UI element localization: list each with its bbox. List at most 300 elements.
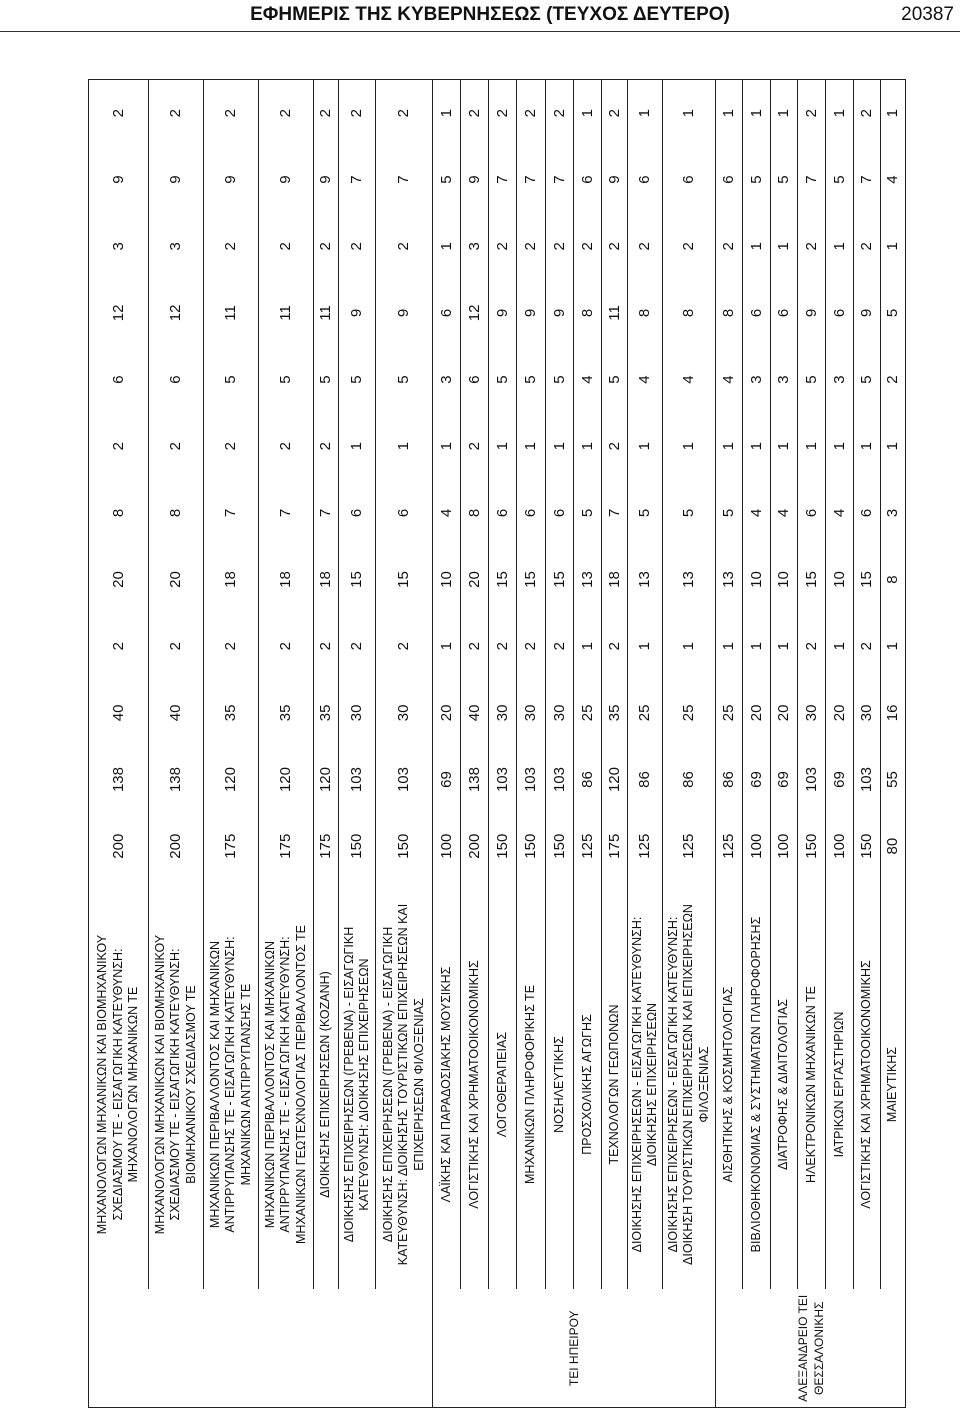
value-cell: 9 — [798, 280, 826, 347]
value-cell: 6 — [663, 146, 716, 213]
value-cell: 6 — [743, 280, 771, 347]
value-cell: 18 — [602, 546, 628, 613]
value-cell: 5 — [339, 346, 376, 413]
value-cell: 6 — [854, 480, 881, 547]
value-cell: 1 — [743, 613, 771, 680]
institution-cell — [89, 1290, 433, 1408]
value-cell: 86 — [663, 746, 716, 813]
value-cell: 7 — [854, 146, 881, 213]
department-cell: ΜΑΙΕΥΤΙΚΗΣ — [881, 880, 906, 1290]
value-cell: 20 — [771, 680, 798, 747]
value-cell: 150 — [854, 813, 881, 880]
value-cell: 2 — [489, 80, 517, 147]
department-cell: ΛΟΓΟΘΕΡΑΠΕΙΑΣ — [489, 880, 517, 1290]
table-row — [771, 80, 798, 1408]
value-cell: 6 — [771, 280, 798, 347]
value-cell: 2 — [204, 213, 259, 280]
value-cell: 25 — [628, 680, 663, 747]
value-cell: 4 — [433, 480, 461, 547]
rotated-table-wrapper — [88, 80, 905, 1408]
value-cell: 2 — [259, 213, 314, 280]
value-cell: 11 — [204, 280, 259, 347]
value-cell: 2 — [314, 213, 339, 280]
table-row — [259, 80, 314, 1408]
value-cell: 2 — [376, 613, 433, 680]
department-cell: ΔΙΟΙΚΗΣΗΣ ΕΠΙΧΕΙΡΗΣΕΩΝ - ΕΙΣΑΓΩΓΙΚΗ ΚΑΤΕΥΘΥΝΣΗ: ΔΙΟΙΚΗΣΗ ΤΟΥΡΙΣΤΙΚΩΝ ΕΠΙΧΕΙΡΗΣΕΩΝ ΚΑΙ ΕΠΙΧΕΙΡΗΣΕΩΝ ΦΙΛΟΞΕΝΙΑΣ — [663, 880, 716, 1290]
value-cell: 1 — [628, 413, 663, 480]
table-row — [376, 80, 433, 1408]
value-cell: 8 — [663, 280, 716, 347]
value-cell: 1 — [433, 80, 461, 147]
value-cell: 6 — [433, 280, 461, 347]
value-cell: 2 — [602, 613, 628, 680]
value-cell: 1 — [771, 413, 798, 480]
department-cell: ΔΙΑΤΡΟΦΗΣ & ΔΙΑΙΤΟΛΟΓΙΑΣ — [771, 880, 798, 1290]
value-cell: 35 — [314, 680, 339, 747]
value-cell: 30 — [339, 680, 376, 747]
department-cell: ΤΕΧΝΟΛΟΓΩΝ ΓΕΩΠΟΝΩΝ — [602, 880, 628, 1290]
value-cell: 4 — [743, 480, 771, 547]
value-cell: 2 — [89, 613, 149, 680]
value-cell: 1 — [826, 413, 854, 480]
table-row — [798, 80, 826, 1408]
value-cell: 2 — [89, 413, 149, 480]
value-cell: 69 — [826, 746, 854, 813]
value-cell: 2 — [798, 613, 826, 680]
value-cell: 6 — [826, 280, 854, 347]
page-number: 20387 — [901, 4, 954, 25]
institution-cell: ΑΛΕΞΑΝΔΡΕΙΟ ΤΕΙ ΘΕΣΣΑΛΟΝΙΚΗΣ — [716, 1290, 906, 1408]
value-cell: 6 — [461, 346, 489, 413]
value-cell: 30 — [854, 680, 881, 747]
value-cell: 1 — [826, 80, 854, 147]
value-cell: 20 — [149, 546, 204, 613]
department-cell: ΔΙΟΙΚΗΣΗΣ ΕΠΙΧΕΙΡΗΣΕΩΝ (ΓΡΕΒΕΝΑ) - ΕΙΣΑΓΩΓΙΚΗ ΚΑΤΕΥΘΥΝΣΗ: ΔΙΟΙΚΗΣΗΣ ΕΠΙΧΕΙΡΗΣΕΩΝ — [339, 880, 376, 1290]
department-cell: ΝΟΣΗΛΕΥΤΙΚΗΣ — [546, 880, 574, 1290]
value-cell: 6 — [716, 146, 743, 213]
value-cell: 15 — [854, 546, 881, 613]
department-cell: ΜΗΧΑΝΟΛΟΓΩΝ ΜΗΧΑΝΙΚΩΝ ΚΑΙ ΒΙΟΜΗΧΑΝΙΚΟΥ ΣΧΕΔΙΑΣΜΟΥ ΤΕ - ΕΙΣΑΓΩΓΙΚΗ ΚΑΤΕΥΘΥΝΣΗ: ΜΗΧΑΝΟΛΟΓΩΝ ΜΗΧΑΝΙΚΩΝ ΤΕ — [89, 880, 149, 1290]
institution-cell: ΤΕΙ ΗΠΕΙΡΟΥ — [433, 1290, 716, 1408]
value-cell: 2 — [628, 213, 663, 280]
value-cell: 2 — [489, 213, 517, 280]
value-cell: 2 — [259, 413, 314, 480]
value-cell: 1 — [433, 413, 461, 480]
value-cell: 86 — [574, 746, 602, 813]
value-cell: 2 — [339, 213, 376, 280]
value-cell: 103 — [339, 746, 376, 813]
gazette-title: ΕΦΗΜΕΡΙΣ ΤΗΣ ΚΥΒΕΡΝΗΣΕΩΣ (ΤΕΥΧΟΣ ΔΕΥΤΕΡΟ) — [250, 4, 730, 25]
value-cell: 7 — [798, 146, 826, 213]
department-cell: ΛΟΓΙΣΤΙΚΗΣ ΚΑΙ ΧΡΗΜΑΤΟΟΙΚΟΝΟΜΙΚΗΣ — [854, 880, 881, 1290]
value-cell: 9 — [376, 280, 433, 347]
value-cell: 35 — [602, 680, 628, 747]
value-cell: 6 — [574, 146, 602, 213]
value-cell: 7 — [517, 146, 546, 213]
value-cell: 86 — [628, 746, 663, 813]
value-cell: 40 — [89, 680, 149, 747]
value-cell: 20 — [743, 680, 771, 747]
value-cell: 1 — [854, 413, 881, 480]
value-cell: 125 — [628, 813, 663, 880]
value-cell: 138 — [461, 746, 489, 813]
value-cell: 3 — [771, 346, 798, 413]
value-cell: 4 — [826, 480, 854, 547]
value-cell: 1 — [628, 613, 663, 680]
value-cell: 103 — [546, 746, 574, 813]
table-row — [517, 80, 546, 1408]
value-cell: 120 — [314, 746, 339, 813]
value-cell: 2 — [517, 613, 546, 680]
value-cell: 2 — [376, 213, 433, 280]
value-cell: 3 — [881, 480, 906, 547]
value-cell: 3 — [89, 213, 149, 280]
value-cell: 2 — [89, 80, 149, 147]
department-cell: ΑΙΣΘΗΤΙΚΗΣ & ΚΟΣΜΗΤΟΛΟΓΙΑΣ — [716, 880, 743, 1290]
value-cell: 9 — [489, 280, 517, 347]
value-cell: 15 — [517, 546, 546, 613]
value-cell: 3 — [149, 213, 204, 280]
value-cell: 9 — [602, 146, 628, 213]
value-cell: 103 — [854, 746, 881, 813]
table-row — [149, 80, 204, 1408]
department-cell: ΜΗΧΑΝΙΚΩΝ ΠΛΗΡΟΦΟΡΙΚΗΣ ΤΕ — [517, 880, 546, 1290]
value-cell: 6 — [517, 480, 546, 547]
value-cell: 6 — [376, 480, 433, 547]
value-cell: 120 — [602, 746, 628, 813]
value-cell: 103 — [489, 746, 517, 813]
table-row — [339, 80, 376, 1408]
table-row — [826, 80, 854, 1408]
value-cell: 103 — [517, 746, 546, 813]
table-body — [89, 80, 906, 1408]
value-cell: 13 — [574, 546, 602, 613]
page-header — [0, 0, 960, 32]
value-cell: 6 — [339, 480, 376, 547]
value-cell: 30 — [489, 680, 517, 747]
table-row — [743, 80, 771, 1408]
value-cell: 8 — [628, 280, 663, 347]
value-cell: 5 — [716, 480, 743, 547]
department-cell: ΠΡΟΣΧΟΛΙΚΗΣ ΑΓΩΓΗΣ — [574, 880, 602, 1290]
table-row — [314, 80, 339, 1408]
value-cell: 1 — [574, 80, 602, 147]
value-cell: 9 — [517, 280, 546, 347]
value-cell: 1 — [881, 613, 906, 680]
value-cell: 6 — [546, 480, 574, 547]
value-cell: 11 — [259, 280, 314, 347]
value-cell: 1 — [771, 80, 798, 147]
value-cell: 1 — [881, 213, 906, 280]
value-cell: 1 — [716, 80, 743, 147]
value-cell: 2 — [339, 613, 376, 680]
value-cell: 100 — [826, 813, 854, 880]
value-cell: 1 — [628, 80, 663, 147]
value-cell: 5 — [743, 146, 771, 213]
value-cell: 20 — [89, 546, 149, 613]
value-cell: 1 — [433, 613, 461, 680]
value-cell: 5 — [517, 346, 546, 413]
value-cell: 1 — [881, 80, 906, 147]
table-row — [881, 80, 906, 1408]
value-cell: 175 — [314, 813, 339, 880]
value-cell: 30 — [546, 680, 574, 747]
value-cell: 150 — [376, 813, 433, 880]
value-cell: 6 — [89, 346, 149, 413]
value-cell: 2 — [259, 80, 314, 147]
value-cell: 2 — [854, 80, 881, 147]
allocation-table — [88, 79, 906, 1408]
value-cell: 5 — [663, 480, 716, 547]
value-cell: 5 — [602, 346, 628, 413]
value-cell: 2 — [149, 80, 204, 147]
value-cell: 13 — [663, 546, 716, 613]
value-cell: 5 — [489, 346, 517, 413]
value-cell: 1 — [663, 413, 716, 480]
value-cell: 2 — [461, 80, 489, 147]
value-cell: 18 — [259, 546, 314, 613]
value-cell: 200 — [89, 813, 149, 880]
value-cell: 1 — [339, 413, 376, 480]
value-cell: 4 — [574, 346, 602, 413]
value-cell: 2 — [602, 80, 628, 147]
value-cell: 10 — [433, 546, 461, 613]
value-cell: 200 — [149, 813, 204, 880]
value-cell: 2 — [798, 213, 826, 280]
value-cell: 7 — [339, 146, 376, 213]
table-row — [602, 80, 628, 1408]
table-row — [204, 80, 259, 1408]
value-cell: 3 — [461, 213, 489, 280]
value-cell: 7 — [314, 480, 339, 547]
value-cell: 2 — [204, 613, 259, 680]
value-cell: 4 — [881, 146, 906, 213]
value-cell: 69 — [771, 746, 798, 813]
value-cell: 13 — [716, 546, 743, 613]
value-cell: 200 — [461, 813, 489, 880]
value-cell: 1 — [489, 413, 517, 480]
value-cell: 1 — [433, 213, 461, 280]
value-cell: 1 — [546, 413, 574, 480]
value-cell: 150 — [339, 813, 376, 880]
value-cell: 20 — [461, 546, 489, 613]
value-cell: 13 — [628, 546, 663, 613]
value-cell: 2 — [546, 80, 574, 147]
value-cell: 11 — [314, 280, 339, 347]
value-cell: 9 — [339, 280, 376, 347]
value-cell: 2 — [716, 213, 743, 280]
value-cell: 1 — [716, 413, 743, 480]
value-cell: 125 — [574, 813, 602, 880]
value-cell: 2 — [149, 613, 204, 680]
value-cell: 40 — [149, 680, 204, 747]
value-cell: 20 — [826, 680, 854, 747]
value-cell: 7 — [546, 146, 574, 213]
value-cell: 10 — [826, 546, 854, 613]
value-cell: 1 — [798, 413, 826, 480]
value-cell: 2 — [854, 213, 881, 280]
value-cell: 5 — [798, 346, 826, 413]
value-cell: 7 — [489, 146, 517, 213]
value-cell: 7 — [204, 480, 259, 547]
value-cell: 100 — [433, 813, 461, 880]
value-cell: 5 — [881, 280, 906, 347]
value-cell: 2 — [798, 80, 826, 147]
value-cell: 100 — [771, 813, 798, 880]
value-cell: 7 — [259, 480, 314, 547]
table-row — [433, 80, 461, 1408]
value-cell: 2 — [489, 613, 517, 680]
value-cell: 11 — [602, 280, 628, 347]
value-cell: 12 — [149, 280, 204, 347]
value-cell: 1 — [663, 80, 716, 147]
value-cell: 150 — [798, 813, 826, 880]
value-cell: 1 — [663, 613, 716, 680]
value-cell: 2 — [663, 213, 716, 280]
value-cell: 2 — [314, 80, 339, 147]
value-cell: 4 — [716, 346, 743, 413]
department-cell: ΗΛΕΚΤΡΟΝΙΚΩΝ ΜΗΧΑΝΙΚΩΝ ΤΕ — [798, 880, 826, 1290]
value-cell: 2 — [204, 413, 259, 480]
value-cell: 12 — [89, 280, 149, 347]
department-cell: ΜΗΧΑΝΟΛΟΓΩΝ ΜΗΧΑΝΙΚΩΝ ΚΑΙ ΒΙΟΜΗΧΑΝΙΚΟΥ ΣΧΕΔΙΑΣΜΟΥ ΤΕ - ΕΙΣΑΓΩΓΙΚΗ ΚΑΤΕΥΘΥΝΣΗ: ΒΙΟΜΗΧΑΝΙΚΟΥ ΣΧΕΔΙΑΣΜΟΥ ΤΕ — [149, 880, 204, 1290]
value-cell: 18 — [314, 546, 339, 613]
value-cell: 25 — [663, 680, 716, 747]
value-cell: 16 — [881, 680, 906, 747]
value-cell: 2 — [314, 613, 339, 680]
value-cell: 30 — [517, 680, 546, 747]
value-cell: 150 — [546, 813, 574, 880]
value-cell: 5 — [204, 346, 259, 413]
value-cell: 8 — [881, 546, 906, 613]
value-cell: 2 — [546, 613, 574, 680]
value-cell: 69 — [433, 746, 461, 813]
value-cell: 10 — [771, 546, 798, 613]
value-cell: 2 — [602, 213, 628, 280]
value-cell: 8 — [461, 480, 489, 547]
value-cell: 7 — [602, 480, 628, 547]
value-cell: 2 — [602, 413, 628, 480]
value-cell: 138 — [89, 746, 149, 813]
value-cell: 2 — [376, 80, 433, 147]
value-cell: 2 — [259, 613, 314, 680]
value-cell: 150 — [489, 813, 517, 880]
value-cell: 2 — [204, 80, 259, 147]
value-cell: 5 — [628, 480, 663, 547]
value-cell: 9 — [89, 146, 149, 213]
value-cell: 15 — [339, 546, 376, 613]
value-cell: 8 — [89, 480, 149, 547]
value-cell: 25 — [574, 680, 602, 747]
department-cell: ΜΗΧΑΝΙΚΩΝ ΠΕΡΙΒΑΛΛΟΝΤΟΣ ΚΑΙ ΜΗΧΑΝΙΚΩΝ ΑΝΤΙΡΡΥΠΑΝΣΗΣ ΤΕ - ΕΙΣΑΓΩΓΙΚΗ ΚΑΤΕΥΘΥΝΣΗ: ΜΗΧΑΝΙΚΩΝ ΓΕΩΤΕΧΝΟΛΟΓΙΑΣ ΠΕΡΙΒΑΛΛΟΝΤΟΣ ΤΕ — [259, 880, 314, 1290]
value-cell: 150 — [517, 813, 546, 880]
value-cell: 103 — [798, 746, 826, 813]
value-cell: 5 — [433, 146, 461, 213]
value-cell: 15 — [376, 546, 433, 613]
value-cell: 25 — [716, 680, 743, 747]
value-cell: 80 — [881, 813, 906, 880]
value-cell: 2 — [881, 346, 906, 413]
department-cell: ΙΑΤΡΙΚΩΝ ΕΡΓΑΣΤΗΡΙΩΝ — [826, 880, 854, 1290]
value-cell: 8 — [149, 480, 204, 547]
table-row — [574, 80, 602, 1408]
value-cell: 1 — [574, 413, 602, 480]
value-cell: 5 — [546, 346, 574, 413]
value-cell: 40 — [461, 680, 489, 747]
value-cell: 9 — [149, 146, 204, 213]
value-cell: 6 — [798, 480, 826, 547]
value-cell: 2 — [546, 213, 574, 280]
value-cell: 8 — [716, 280, 743, 347]
value-cell: 30 — [376, 680, 433, 747]
value-cell: 3 — [433, 346, 461, 413]
value-cell: 175 — [602, 813, 628, 880]
value-cell: 1 — [743, 213, 771, 280]
value-cell: 10 — [743, 546, 771, 613]
department-cell: ΔΙΟΙΚΗΣΗΣ ΕΠΙΧΕΙΡΗΣΕΩΝ (ΚΟΖΑΝΗ) — [314, 880, 339, 1290]
value-cell: 1 — [771, 213, 798, 280]
value-cell: 1 — [881, 413, 906, 480]
value-cell: 7 — [376, 146, 433, 213]
value-cell: 3 — [826, 346, 854, 413]
value-cell: 6 — [489, 480, 517, 547]
value-cell: 15 — [489, 546, 517, 613]
value-cell: 15 — [546, 546, 574, 613]
table-row — [461, 80, 489, 1408]
value-cell: 6 — [628, 146, 663, 213]
value-cell: 2 — [517, 80, 546, 147]
value-cell: 1 — [743, 80, 771, 147]
value-cell: 9 — [204, 146, 259, 213]
value-cell: 175 — [204, 813, 259, 880]
value-cell: 2 — [461, 613, 489, 680]
value-cell: 4 — [663, 346, 716, 413]
value-cell: 15 — [798, 546, 826, 613]
value-cell: 6 — [149, 346, 204, 413]
value-cell: 5 — [259, 346, 314, 413]
value-cell: 1 — [574, 613, 602, 680]
value-cell: 2 — [517, 213, 546, 280]
value-cell: 1 — [743, 413, 771, 480]
table-row — [89, 80, 149, 1408]
table-row — [628, 80, 663, 1408]
value-cell: 30 — [798, 680, 826, 747]
value-cell: 5 — [574, 480, 602, 547]
value-cell: 9 — [854, 280, 881, 347]
value-cell: 5 — [854, 346, 881, 413]
department-cell: ΜΗΧΑΝΙΚΩΝ ΠΕΡΙΒΑΛΛΟΝΤΟΣ ΚΑΙ ΜΗΧΑΝΙΚΩΝ ΑΝΤΙΡΡΥΠΑΝΣΗΣ ΤΕ - ΕΙΣΑΓΩΓΙΚΗ ΚΑΤΕΥΘΥΝΣΗ: ΜΗΧΑΝΙΚΩΝ ΑΝΤΙΡΡΥΠΑΝΣΗΣ ΤΕ — [204, 880, 259, 1290]
department-cell: ΒΙΒΛΙΟΘΗΚΟΝΟΜΙΑΣ & ΣΥΣΤΗΜΑΤΩΝ ΠΛΗΡΟΦΟΡΗΣΗΣ — [743, 880, 771, 1290]
value-cell: 20 — [433, 680, 461, 747]
value-cell: 18 — [204, 546, 259, 613]
value-cell: 100 — [743, 813, 771, 880]
value-cell: 125 — [663, 813, 716, 880]
value-cell: 175 — [259, 813, 314, 880]
value-cell: 5 — [826, 146, 854, 213]
value-cell: 120 — [259, 746, 314, 813]
value-cell: 1 — [517, 413, 546, 480]
value-cell: 9 — [461, 146, 489, 213]
table-row — [716, 80, 743, 1408]
value-cell: 125 — [716, 813, 743, 880]
value-cell: 4 — [628, 346, 663, 413]
value-cell: 2 — [854, 613, 881, 680]
value-cell: 35 — [259, 680, 314, 747]
value-cell: 69 — [743, 746, 771, 813]
value-cell: 103 — [376, 746, 433, 813]
value-cell: 5 — [771, 146, 798, 213]
value-cell: 8 — [574, 280, 602, 347]
